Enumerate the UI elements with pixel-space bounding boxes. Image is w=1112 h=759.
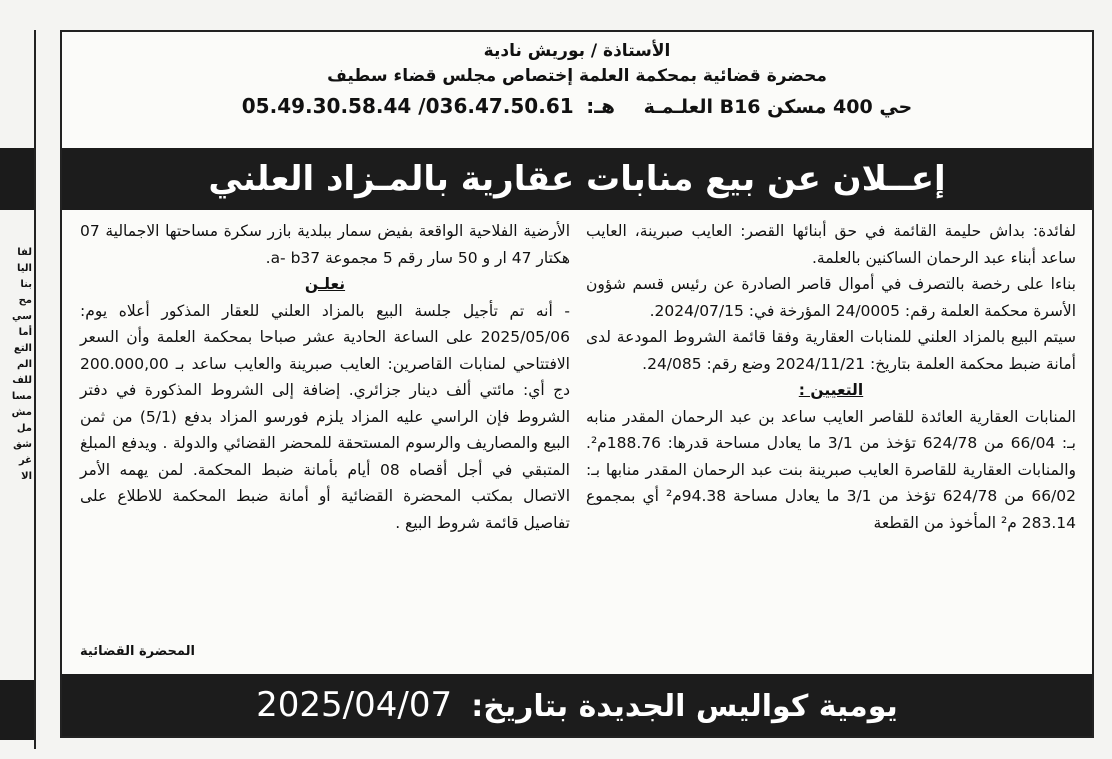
phone-label: هـ: [586, 94, 615, 118]
announcement-paragraph: - أنه تم تأجيل جلسة البيع بالمزاد العلني للعقار المذكور أعلاه يوم: 2025/05/06 على الساعة الحادية عشر صباحا بمحكمة العلمة وأن السعر الافتتاحي لمنابات القاصرين: العايب صبرينة والعايب ساعد بـ 200.000,00 دج أي: مائتي ألف دينار جزائري. إضافة إلى الشروط المذكورة في دفتر الشروط فإن الراسي عليه المزاد يلزم فورسو المزاد بدفع (5/1) من ثمن البيع والمصاريف والرسوم المستحقة للمحضر القضائي والدولة . ويدفع المبلغ المتبقي في أجل أقصاه 08 أيام بأمانة ضبط المحكمة. لمن يهمه الأمر الاتصال بمكتب المحضرة القضائية أو أمانة ضبط المحكمة للاطلاع على تفاصيل قائمة شروط البيع . [80, 301, 571, 532]
publication-date: 2025/04/07 [256, 685, 453, 725]
adjacent-line: شق [13, 439, 32, 450]
designation-heading: التعيين : [798, 381, 864, 399]
notice-body [62, 218, 1092, 664]
publication-footer [62, 674, 1092, 736]
signature: المحضرة القضائية [80, 644, 195, 659]
adjacent-line: أما [18, 327, 32, 338]
adjacent-line: مش [11, 407, 32, 418]
notice-title: إعــلان عن بيع منابات عقارية بالمـزاد العلني [62, 148, 1092, 210]
authorization-paragraph: بناءا على رخصة بالتصرف في أموال قاصر الصادرة عن رئيس قسم شؤون الأسرة محكمة العلمة رقم: 24/0005 المؤرخة في: 2024/07/15. [586, 275, 1076, 320]
adjacent-line: الم [16, 359, 32, 370]
adjacent-dark-bar-top [0, 148, 34, 210]
adjacent-line: مل [16, 423, 32, 434]
adjacent-line: سي [12, 311, 32, 322]
designation-paragraph: المنابات العقارية العائدة للقاصر العايب ساعد بن عبد الرحمان المقدر منابه بـ: 66/04 من 624/78 تؤخذ من 3/1 ما يعادل مساحة قدرها: 188.76م². والمنابات العقارية للقاصرة العايب صبرينة بنت عبد الرحمان المقدر منابها بـ: 66/02 من 624/78 تؤخذ من 3/1 ما يعادل مساحة 94.38م² أي بمجموع 283.14 م² المأخوذ من القطعة [586, 407, 1076, 532]
announcement-heading: نعلـن [304, 275, 346, 293]
adjacent-line: الا [21, 471, 32, 482]
right-column [586, 218, 1076, 536]
land-description-paragraph: الأرضية الفلاحية الواقعة بفيض سمار ببلدية بازر سكرة مساحتها الاجمالية 07 هكتار 47 ار و 50 سار رقم 5 مجموعة a- b37. [80, 222, 570, 267]
adjacent-column-text [2, 245, 32, 485]
court-jurisdiction: محضرة قضائية بمحكمة العلمة إختصاص مجلس قضاء سطيف [327, 66, 827, 86]
publication-label: يومية كواليس الجديدة بتاريخ: [471, 689, 898, 724]
sale-conditions-paragraph: سيتم البيع بالمزاد العلني للمنابات العقارية وفقا قائمة الشروط المودعة لدى أمانة ضبط محكمة العلمة بتاريخ: 2024/11/21 وضع رقم: 24/085. [586, 328, 1076, 373]
beneficiary-paragraph: لفائدة: بداش حليمة القائمة في حق أبنائها القصر: العايب صبرينة، العايب ساعد أبناء عبد الرحمان الساكنين بالعلمة. [586, 222, 1076, 267]
adjacent-column-strip [0, 30, 36, 749]
adjacent-line: التع [13, 343, 32, 354]
adjacent-line: مسا [11, 391, 32, 402]
adjacent-line: اليا [16, 263, 32, 274]
auction-notice [60, 30, 1094, 738]
adjacent-line: للف [12, 375, 32, 386]
office-name: الأستاذة / بوريش نادية [483, 41, 671, 61]
address-line [62, 90, 1092, 123]
notice-header [62, 32, 1092, 148]
adjacent-line: غر [18, 455, 32, 466]
address: حي 400 مسكن B16 العلـمـة [643, 96, 913, 118]
adjacent-line: مح [18, 295, 32, 306]
adjacent-line: لفا [17, 247, 32, 258]
phone-numbers: 036.47.50.61/ 05.49.30.58.44 [241, 94, 574, 118]
left-column [80, 218, 570, 536]
adjacent-dark-bar-bottom [0, 680, 34, 740]
adjacent-line: بنا [20, 279, 32, 290]
